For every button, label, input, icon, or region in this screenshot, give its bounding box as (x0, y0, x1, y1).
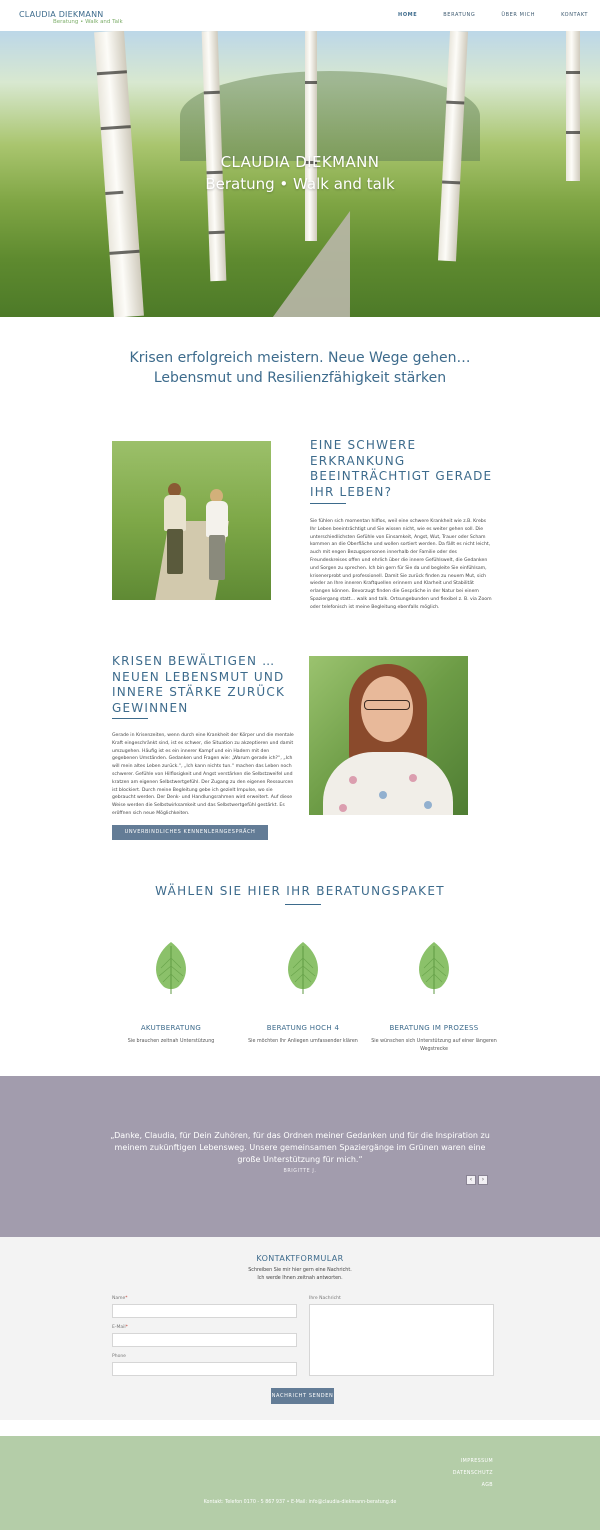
blouse-flower (379, 791, 387, 799)
logo-tagline: Beratung • Walk and Talk (53, 19, 123, 25)
intro-heading (0, 348, 600, 388)
person-body (206, 501, 228, 537)
hero-subtitle: Beratung • Walk and talk (205, 175, 395, 193)
hero-image (0, 31, 600, 317)
walking-women-photo (112, 441, 271, 600)
package-name[interactable]: BERATUNG HOCH 4 (266, 1024, 340, 1032)
carousel-next-button[interactable]: › (478, 1175, 488, 1185)
portrait-photo (309, 656, 468, 815)
blouse-flower (339, 804, 347, 812)
contact-sub-line-1: Schreiben Sie mir hier gern eine Nachricht. (248, 1268, 352, 1273)
hero-hill (180, 71, 480, 161)
leaf-icon (412, 940, 456, 996)
person-body (164, 495, 186, 531)
nav-item-ueber-mich[interactable]: ÜBER MICH (501, 12, 536, 18)
required-mark: * (125, 1325, 128, 1330)
phone-field[interactable] (112, 1362, 297, 1376)
testimonial-quote: „Danke, Claudia, für Dein Zuhören, für das Ordnen meiner Gedanken und für die Inspiration zu meinem zukünftigen Lebensweg. Unsere gemeinsamen Spaziergänge im Grünen waren eine große Unterstützung für mich.“ (110, 1131, 490, 1164)
hero-title: CLAUDIA DIEKMANN (220, 153, 380, 171)
nav-item-home[interactable]: HOME (398, 12, 418, 18)
blouse-flower (349, 776, 357, 784)
site-footer (0, 1436, 600, 1530)
phone-label: Phone (112, 1354, 126, 1359)
nav-item-beratung[interactable]: BERATUNG (443, 12, 476, 18)
testimonial-author: BRIGITTE J. (283, 1169, 317, 1174)
book-consultation-button[interactable]: UNVERBINDLICHES KENNENLERNGESPRÄCH VEREINBAREN (112, 825, 268, 840)
section2-body: Gerade in Krisenzeiten, wenn durch eine Krankheit der Körper und die mentale Kraft eingeschränkt sind, ist es schwer, die Situation zu akzeptieren und damit umzugehen. Häufig ist es ein innerer Kampf und ein Hadern mit den gegebenen Umständen. Gedanken und Fragen wie: „Warum gerade ich?“, „Ich will mein altes Leben zurück.“, „Ich kann nichts tun.“ machen das Leben noch schwerer. Gefühle von Hilflosigkeit und Angst verstärken die Selbstzweifel und kratzen am eigenen Selbstwertgefühl. Der Zugang zu den eigenen Ressourcen ist blockiert. Durch meine Begleitung gebe ich gezielt Impulse, wo sie gebraucht werden. Der Denk- und Handlungsrahmen wird erweitert. Auf diese Weise werden die Selbstwirksamkeit und das Selbstwertgefühl gestärkt. Es eröffnen sich neue Möglichkeiten. (112, 733, 294, 816)
footer-contact-info: Kontakt: Telefon 0170 - 5 867 937 • E-Mail: info@claudia-diekmann-beratung.de (203, 1500, 397, 1505)
person-left (162, 483, 188, 578)
package-desc: Sie möchten Ihr Anliegen umfassender klären (248, 1039, 358, 1044)
contact-subtitle (0, 1267, 600, 1283)
required-mark: * (125, 1296, 128, 1301)
person-legs (167, 529, 183, 574)
package-desc: Sie wünschen sich Unterstützung auf einer längeren Wegstrecke (371, 1039, 497, 1052)
person-legs (209, 535, 225, 580)
carousel-prev-button[interactable]: ‹ (466, 1175, 476, 1185)
intro-line-1: Krisen erfolgreich meistern. Neue Wege gehen… (129, 350, 471, 366)
hero-path (270, 211, 390, 317)
intro-line-2: Lebensmut und Resilienzfähigkeit stärken (153, 370, 447, 386)
birch-trunk (94, 31, 144, 317)
message-textarea[interactable] (309, 1304, 494, 1376)
footer-link-datenschutz[interactable]: DATENSCHUTZ (452, 1471, 493, 1476)
birch-trunk (305, 31, 317, 241)
packages-title: WÄHLEN SIE HIER IHR BERATUNGSPAKET (155, 884, 445, 898)
footer-link-agb[interactable]: AGB (481, 1483, 493, 1488)
contact-sub-line-2: Ich werde Ihnen zeitnah antworten. (257, 1276, 343, 1281)
section2-underline (112, 718, 148, 719)
main-nav (372, 12, 588, 18)
email-label-text: E-Mail (112, 1325, 126, 1330)
section1-heading: EINE SCHWERE ERKRANKUNG BEEINTRÄCHTIGT GERADE IHR LEBEN? (310, 438, 493, 499)
section2-heading: KRISEN BEWÄLTIGEN …NEUEN LEBENSMUT UND INNERE STÄRKE ZURÜCK GEWINNEN (112, 654, 286, 715)
package-name[interactable]: BERATUNG IM PROZESS (389, 1024, 479, 1032)
email-field[interactable] (112, 1333, 297, 1347)
name-field[interactable] (112, 1304, 297, 1318)
email-label (112, 1325, 128, 1330)
message-label: Ihre Nachricht (309, 1296, 341, 1301)
logo-name[interactable]: CLAUDIA DIEKMANN (19, 10, 104, 19)
leaf-icon (281, 940, 325, 996)
person-right (204, 489, 232, 581)
leaf-icon (149, 940, 193, 996)
contact-title: KONTAKTFORMULAR (256, 1254, 344, 1263)
packages-underline (285, 904, 321, 905)
name-label (112, 1296, 128, 1301)
package-desc: Sie brauchen zeitnah Unterstützung (127, 1039, 215, 1044)
section1-underline (310, 503, 346, 504)
footer-link-impressum[interactable]: IMPRESSUM (460, 1459, 493, 1464)
name-label-text: Name (112, 1296, 126, 1301)
package-name[interactable]: AKUTBERATUNG (140, 1024, 202, 1032)
portrait-glasses (364, 700, 410, 710)
blouse-flower (424, 801, 432, 809)
section1-body: Sie fühlen sich momentan hilflos, weil eine schwere Krankheit wie z.B. Krebs Ihr Leben beeinträchtigt und Sie wissen nicht, wie es weiter gehen soll. Die unterschiedlichsten Gefühle von Einsamkeit, Angst, Wut, Trauer oder Scham kommen an die Oberfläche und wollen sortiert werden. Da fällt es nicht leicht, auch mit engen Bezugspersonen innerhalb der Familie oder des Freundeskreises offen und ehrlich über die innere Gefühlswelt, die Gedanken und Sorgen zu sprechen. Ich bin gern für Sie da und begleite Sie einfühlsam, krisenerprobt und professionell. Damit Sie zurück finden zu neuem Mut, sich wieder an Ihre inneren Kraftquellen erinnern und Klarheit und Stabilität erlangen können. Bevorzugt finden die Gespräche in der Natur bei einem Spaziergang statt… walk and talk. Ortsungebunden und flexibel z. B. via Zoom oder telefonisch ist meine Begleitung ebenfalls möglich. (310, 519, 492, 610)
site-header (0, 0, 600, 31)
nav-item-kontakt[interactable]: KONTAKT (561, 12, 588, 18)
send-message-button[interactable]: NACHRICHT SENDEN (271, 1388, 334, 1404)
blouse-flower (409, 774, 417, 782)
